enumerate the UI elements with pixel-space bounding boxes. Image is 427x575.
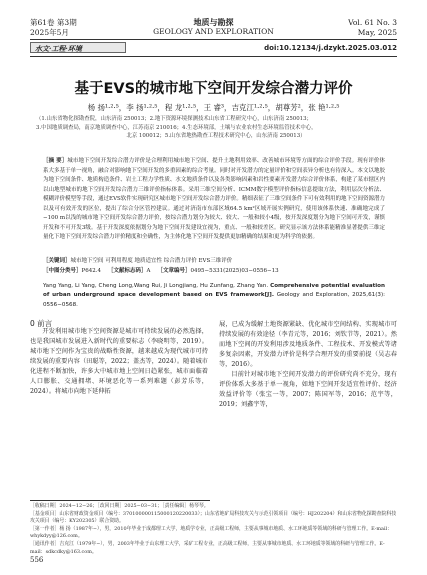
clc-value: P642.4 [81,268,101,274]
page-number: 556 [30,556,44,564]
footnote: ［基金项目］山东省财政资金项目（编号：370100000115000120220033）；山东省地矿局科技攻关与示范引领项目（编号：HJ202204）和山东省物化探勘查院科技攻关项目（编号：KY202305）联合资助。 [30,510,397,525]
footnote: ［第一作者］杨 扬（1987年−），男，2010年毕业于成都理工大学，地质学专业，正高级工程师，主要从事城市地质、水工环地质等领域的科研与管理工作。E-mail：whykdyy@126.com。 [30,525,392,540]
citation [43,282,385,310]
clc-label: ［中图分类号］ [43,268,82,274]
classification [43,267,385,277]
keywords [43,257,385,267]
header-volume-en [348,18,397,38]
affiliation-line: 3.中国地质调查局，南京地质调查中心，江苏南京 210016；4.生态环境部，土壤与农业农村生态环境监管技术中心， [36,124,317,131]
doi[interactable]: doi:10.12134/j.dzykt.2025.03.012 [264,44,397,52]
abstract [43,157,385,243]
volume-issue-cn: 第61卷 第3期 [30,18,77,27]
citation-authors: Yang Yang, Li Yang, Cheng Long,Wang Rui, Ji Longjiang, Hu Zunfang, Zhang Yan. [43,283,269,289]
article-title: 基于EVS的城市地下空间开发综合潜力评价 [74,81,353,97]
footnote: ［通讯作者］吉克江（1979年−），男，2003年毕业于山东理工大学，采矿工程专业，正高级工程师，主要从事城市地质、水工环地质等领域的科研与管理工作。E-mail：sdkcdky@163.com。 [30,540,385,555]
keywords-text: 城市地下空间 可利用程度 地质适宜性 综合潜力评价 EVS三维评价 [70,258,233,264]
date-en: May, 2025 [357,28,397,37]
abstract-label: ［摘 要］ [43,158,68,164]
citation-journal: Geology and Exploration, 2025,61(3): 0556−0568. [43,292,386,308]
doc-code-value: A [146,268,151,274]
section-heading: 0 前言 [30,319,53,328]
volume-issue-en: Vol. 61 No. 3 [348,18,397,27]
paragraph: 开发利用城市地下空间资源是城市可持续发展的必然选择，也是我国城市发展进入新时代的重要标志（李晓明等，2019）。城市地下空间作为宝贵的战略性资源，越来越成为现代城市可持续发展的重要内容（田聪等，2022；盖杰等，2024）。随着城市化进程不断加快，许多大中城市地上空间日趋紧张，城市面临着人口膨胀、交通拥堵、环境恶化等一系列难题（彭芳乐等，2024）。将城市向地下延伸拓 [30,328,208,395]
journal-name-en: GEOLOGY AND EXPLORATION [153,27,274,36]
date-cn: 2025年5月 [30,28,69,37]
footnotes [30,503,397,556]
paragraph: 展，已成为缓解土地资源紧缺、优化城市空间结构、实现城市可持续发展的有效途径（李青元等，2016；刘钦节等，2021）。然而地下空间的开发利用涉及地质条件、工程技术、开发模式等诸多复杂因素，开发潜力评价是科学合理开发的重要前提（吴志春等，2016）。 [219,321,397,368]
journal-name-cn: 地质与勘探 [193,17,234,27]
abstract-text: 城市地下空间开发综合潜力评价是合理利用城市地下空间、提升土地利用效率、改善城市环境等方面的综合评价手段。现有评价体系大多基于单一视角，融合对影响地下空间开发的多重因素的综合考量。同时对开发潜力的定量评价和空间表异分析也有待深入。本文以地胶为地下空间条件、地质构造条件、岩土工程力学性质、水文地质条件以及各类影响因素和岩性要素开发潜力综合评价体系，构建了某市辖区内以山地型城市的地下空间开发综合潜力三维评价指标体系。采用三维空间分析、ICMM数字模型评价指标信息提取方法，利用层次分析法、模糊评价模型等手段，通过EVS软件实现研究区城市地下空间开发综合潜力评价。精细表征了三维空间条件下可有效利用的地下空间资源潜力以及可有效开发的区位，提出了综合分区管控建议。通过对济南市东部区域64.5 km²区域开展实例研究，使用该体系快速、准确地完成了−100 m以浅的城市地下空间开发综合潜力评价，按综合潜力划分为较大、较大、一般和较小4级，按开发深度划分为地下空间可开发，谨慎开发和不可开发3级。基于开发深度依据划分为地下空间开发建设宜视为，重点、一般和较差区。研究显示该方法体系能精准显著提供三维定量化下地下空间开发综合潜力评价精度和全确性，为主体化地下空间开发提供更加精确的结果和更为科学的依据。 [43,158,385,240]
affiliation-line: （1.山东省物化探勘查院，山东济南 250013；2.地下资源环境探测技术山东省工程研究中心，山东济南 250013； [36,116,312,122]
header-rule [30,39,397,40]
article-no-label: ［文章编号］ [157,268,191,274]
doc-code-label: ［文献标志码］ [107,268,147,274]
section-tag: 水文·工程·环境 [30,42,126,53]
author-list: 杨 扬¹·²·⁵，李 扬¹·²·⁵，程 龙¹·²·⁵，王 睿³，吉克江¹·²·⁵，胡尊芳²，张 艳¹·²·⁵ [87,103,340,112]
keywords-label: ［关键词］ [43,258,71,264]
affiliation-line: 北京 100012；5.山东省地热勘查工程技术研究中心，山东济南 250013） [126,133,306,140]
citation-title: Comprehensive potential evaluation of urban underground space development based on EVS framework[J]. [43,283,386,299]
paragraph: 目前针对城市地下空间开发潜力的评价研究尚不充分，现有评价体系大多基于单一视角，如地下空间开发适宜性评价、经济效益评价等（张宝一等，2007；陈国军等，2016；范宇等，2019；刘鑫宇等， [219,371,397,408]
article-no-value: 0495−5331(2025)03−0556−13 [190,268,279,274]
footnote-rule [30,500,210,501]
doi-rule [30,56,397,57]
body-column-left [30,327,208,397]
footnote: ［收稿日期］2024−12−26；［改回日期］2025−03−31；［责任编辑］杨琴琴。 [30,503,209,509]
body-column-right [219,320,397,410]
affiliations [36,115,396,141]
